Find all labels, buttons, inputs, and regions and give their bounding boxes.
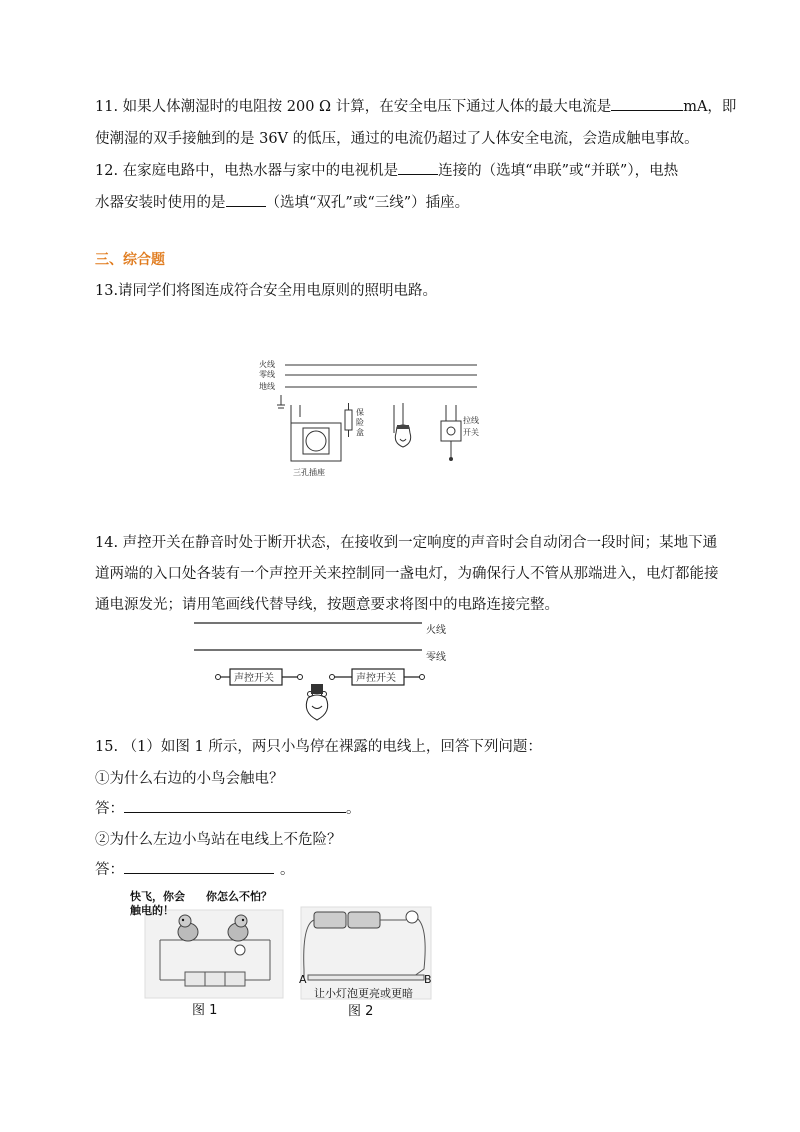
q15-sub2: ②为什么左边小鸟站在电线上不危险？ (95, 832, 342, 848)
q15-answer2-period: 。 (280, 862, 295, 878)
q15-answer1-label: 答： (95, 801, 124, 817)
q13-label-fuse-3: 盒 (356, 428, 364, 437)
fig2-bulb-icon (406, 911, 418, 923)
q13-label-switch-1: 拉线 (463, 416, 479, 425)
fig1-speech-left-1: 快飞，你会 (130, 890, 185, 903)
q15-sub1: ①为什么右边的小鸟会触电？ (95, 771, 284, 787)
q15-figure-2 (296, 905, 436, 1020)
q13-label-fuse-1: 保 (356, 408, 364, 417)
q13-label-neutral: 零线 (259, 370, 275, 379)
q13-wiring-diagram (255, 355, 480, 485)
q14-line2: 道两端的入口处各装有一个声控开关来控制同一盏电灯，为确保行人不管从那端进入，电灯都能接 (95, 566, 719, 582)
fig1-speech-left-2: 触电的！ (130, 904, 174, 917)
q11-line1 (95, 96, 737, 118)
q14-line1: 14. 声控开关在静音时处于断开状态，在接收到一定响度的声音时会自动闭合一段时间；某地下通 (95, 535, 718, 551)
q12-line1 (95, 160, 710, 182)
q14-label-live: 火线 (426, 625, 446, 636)
q11-blank[interactable] (611, 96, 683, 111)
q14-label-neutral: 零线 (426, 652, 446, 663)
q14-label-switch-left: 声控开关 (234, 673, 274, 684)
section-3-heading: 三、综合题 (95, 252, 165, 268)
q14-line3: 通电源发光；请用笔画线代替导线，按题意要求将图中的电路连接完整。 (95, 597, 559, 613)
fig2-text: 让小灯泡更亮或更暗 (314, 987, 413, 1000)
q15-answer1-blank[interactable] (124, 798, 346, 813)
q12-line2 (95, 192, 710, 214)
q13-label-switch-2: 开关 (463, 428, 479, 437)
q15-answer2-blank[interactable] (124, 859, 274, 874)
q15-intro: 15. （1）如图 1 所示，两只小鸟停在裸露的电线上，回答下列问题： (95, 739, 542, 755)
fig1-speech-right: 你怎么不怕？ (206, 890, 272, 903)
q15-answer1 (95, 798, 710, 820)
q15-answer2 (95, 859, 710, 881)
q12-blank-1[interactable] (398, 160, 438, 175)
fig1-caption: 图 1 (192, 1003, 218, 1018)
q11-text-1-tail: mA，即 (683, 99, 737, 115)
q13-label-socket: 三孔插座 (293, 468, 325, 477)
fig2-label-a: A (299, 973, 307, 986)
q11-line2: 使潮湿的双手接触到的是 36V 的低压，通过的电流仍超过了人体安全电流，会造成触电事故。 (95, 131, 699, 147)
q14-bulb-icon (306, 684, 327, 720)
q11-text-1: 11. 如果人体潮湿时的电阻按 200 Ω 计算，在安全电压下通过人体的最大电流是 (95, 99, 612, 115)
q13-bulb-icon (395, 425, 410, 447)
fig1-bulb-icon (235, 945, 245, 955)
q13-label-ground: 地线 (259, 382, 275, 391)
fig2-label-b: B (424, 973, 432, 986)
q12-text-2b: （选填“双孔”或“三线”）插座。 (265, 195, 470, 211)
q14-circuit-diagram (190, 618, 460, 728)
q15-figure-1 (130, 888, 285, 1018)
q15-answer1-period: 。 (346, 801, 361, 817)
q12-text-1a: 12. 在家庭电路中，电热水器与家中的电视机是 (95, 163, 399, 179)
q15-answer2-label: 答： (95, 862, 124, 878)
q12-text-1b: 连接的（选填“串联”或“并联”），电热 (438, 163, 679, 179)
q13-label-fuse-2: 险 (356, 418, 364, 427)
q13-label-live: 火线 (259, 360, 275, 369)
fig2-caption: 图 2 (348, 1004, 374, 1019)
q12-text-2a: 水器安装时使用的是 (95, 195, 226, 211)
q13-text: 13.请同学们将图连成符合安全用电原则的照明电路。 (95, 283, 438, 299)
q12-blank-2[interactable] (226, 192, 266, 207)
q14-label-switch-right: 声控开关 (356, 673, 396, 684)
